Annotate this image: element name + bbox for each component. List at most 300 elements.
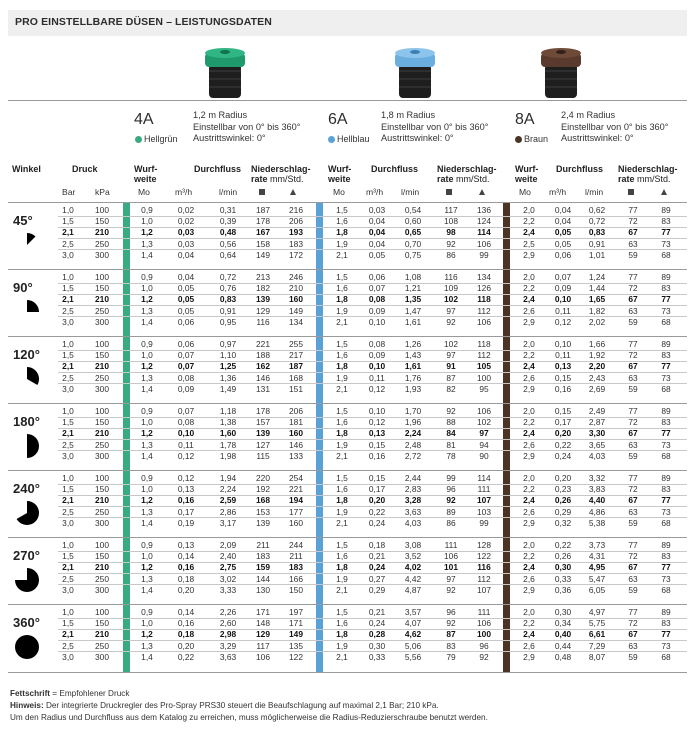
table-cell: 171: [256, 607, 270, 617]
table-cell: 0,12: [177, 450, 195, 461]
table-cell: 100: [477, 372, 491, 383]
table-cell: 1,2: [141, 361, 153, 372]
table-cell: 1,0: [62, 540, 74, 550]
table-cell: 1,5: [62, 216, 74, 227]
table-cell: 1,0: [62, 205, 74, 215]
table-cell: 106: [477, 238, 491, 249]
table-cell: 0,08: [177, 372, 195, 383]
table-cell: 217: [289, 350, 303, 361]
table-cell: 2,6: [523, 305, 535, 316]
header-mo: Mo: [333, 187, 345, 197]
nozzle-color: Braun: [515, 134, 548, 144]
table-cell: 73: [661, 573, 671, 584]
table-cell: 0,06: [554, 249, 572, 260]
nozzle-code: 4A: [134, 111, 154, 128]
table-cell: 1,5: [336, 205, 348, 215]
table-cell: 2,1: [336, 517, 348, 528]
table-cell: 1,5: [62, 484, 74, 495]
header-m3h: m³/h: [175, 187, 193, 197]
table-cell: 1,9: [336, 439, 348, 450]
table-cell: 1,4: [141, 450, 153, 461]
table-cell: 1,3: [141, 573, 153, 584]
nozzle-color: Hellgrün: [135, 134, 178, 144]
table-cell: 0,9: [141, 473, 153, 483]
square-spacing-icon: [259, 189, 265, 195]
table-cell: 4,62: [404, 629, 422, 640]
table-cell: 92: [446, 238, 456, 249]
table-cell: 1,6: [336, 551, 348, 562]
table-cell: 97: [479, 428, 489, 439]
table-cell: 0,83: [219, 294, 237, 305]
table-cell: 2,1: [62, 428, 74, 439]
table-cell: 150: [95, 283, 109, 294]
table-cell: 300: [95, 316, 109, 327]
table-cell: 134: [289, 316, 303, 327]
table-cell: 0,9: [141, 272, 153, 282]
table-cell: 77: [628, 473, 638, 483]
table-cell: 91: [446, 361, 456, 372]
table-cell: 0,13: [554, 361, 572, 372]
table-cell: 2,2: [523, 417, 535, 428]
spray-pattern-icon: [14, 567, 40, 593]
table-cell: 0,04: [368, 238, 386, 249]
table-cell: 0,14: [177, 551, 195, 562]
table-cell: 3,0: [62, 383, 74, 394]
table-cell: 3,63: [219, 651, 237, 662]
table-cell: 72: [628, 484, 638, 495]
table-cell: 127: [256, 439, 270, 450]
table-cell: 2,1: [336, 249, 348, 260]
angle-label: 120°: [13, 347, 40, 362]
table-cell: 2,5: [62, 506, 74, 517]
table-cell: 0,04: [368, 227, 386, 238]
table-cell: 102: [444, 294, 458, 305]
table-cell: 124: [477, 216, 491, 227]
nozzle-4a-image: [198, 44, 252, 100]
table-cell: 68: [661, 584, 671, 595]
table-cell: 0,20: [177, 584, 195, 595]
table-cell: 1,66: [588, 339, 606, 349]
table-cell: 3,83: [588, 484, 606, 495]
table-cell: 106: [477, 618, 491, 629]
table-cell: 100: [477, 629, 491, 640]
spray-pattern-icon: [14, 500, 40, 526]
angle-label: 270°: [13, 548, 40, 563]
table-cell: 100: [95, 473, 109, 483]
table-cell: 2,44: [404, 473, 422, 483]
table-cell: 166: [289, 573, 303, 584]
table-cell: 0,17: [177, 506, 195, 517]
table-cell: 1,44: [588, 283, 606, 294]
footer-note: Um den Radius und Durchfluss aus dem Katalog zu erreichen, muss möglicherweise die Radius-Reduzierschraube benutzt werden.: [10, 713, 488, 722]
header-niederschlag: Niederschlag- rate mm/Std.: [251, 164, 311, 184]
table-cell: 129: [256, 305, 270, 316]
table-cell: 2,5: [62, 372, 74, 383]
table-cell: 2,9: [523, 383, 535, 394]
table-cell: 95: [479, 383, 489, 394]
table-cell: 114: [477, 473, 491, 483]
table-cell: 3,65: [588, 439, 606, 450]
table-cell: 162: [256, 361, 270, 372]
table-cell: 0,31: [219, 205, 237, 215]
header-durchfluss: Durchfluss: [556, 164, 604, 174]
table-cell: 59: [628, 450, 638, 461]
table-cell: 0,04: [177, 272, 195, 282]
table-cell: 0,13: [368, 428, 386, 439]
table-cell: 0,17: [368, 484, 386, 495]
table-cell: 0,24: [368, 517, 386, 528]
table-cell: 2,5: [62, 305, 74, 316]
table-cell: 0,12: [368, 417, 386, 428]
table-cell: 1,0: [62, 272, 74, 282]
header-wurfweite: Wurf- weite: [515, 164, 539, 184]
table-cell: 89: [661, 406, 671, 416]
table-cell: 2,5: [62, 439, 74, 450]
nozzle-8a-color-bar: [503, 203, 510, 673]
table-cell: 150: [95, 551, 109, 562]
header-durchfluss: Durchfluss: [371, 164, 419, 174]
table-cell: 1,76: [404, 372, 422, 383]
table-cell: 100: [95, 339, 109, 349]
table-cell: 118: [477, 294, 491, 305]
table-cell: 0,22: [177, 651, 195, 662]
table-bottom-border: [8, 672, 687, 673]
table-cell: 2,5: [523, 238, 535, 249]
group-divider: [8, 336, 687, 337]
table-cell: 5,56: [404, 651, 422, 662]
table-cell: 1,6: [336, 283, 348, 294]
table-cell: 300: [95, 249, 109, 260]
table-cell: 221: [256, 339, 270, 349]
table-cell: 68: [661, 316, 671, 327]
table-cell: 106: [477, 316, 491, 327]
table-cell: 246: [289, 272, 303, 282]
table-cell: 1,08: [404, 272, 422, 282]
table-cell: 131: [256, 383, 270, 394]
table-cell: 2,0: [523, 339, 535, 349]
table-cell: 83: [661, 484, 671, 495]
table-cell: 2,2: [523, 484, 535, 495]
table-cell: 183: [256, 551, 270, 562]
table-cell: 0,10: [368, 406, 386, 416]
table-cell: 96: [446, 607, 456, 617]
table-cell: 0,12: [368, 383, 386, 394]
table-cell: 3,33: [219, 584, 237, 595]
table-cell: 0,05: [177, 305, 195, 316]
table-cell: 77: [628, 540, 638, 550]
table-cell: 3,30: [588, 428, 606, 439]
table-cell: 2,24: [404, 428, 422, 439]
table-cell: 81: [446, 439, 456, 450]
table-cell: 122: [477, 551, 491, 562]
table-cell: 0,05: [554, 227, 572, 238]
table-cell: 0,02: [177, 205, 195, 215]
square-spacing-icon: [446, 189, 452, 195]
table-cell: 1,3: [141, 238, 153, 249]
table-cell: 108: [444, 216, 458, 227]
table-cell: 72: [628, 551, 638, 562]
table-cell: 59: [628, 651, 638, 662]
table-cell: 67: [628, 428, 638, 439]
table-cell: 99: [479, 517, 489, 528]
table-cell: 1,6: [336, 417, 348, 428]
table-cell: 0,07: [177, 350, 195, 361]
table-cell: 0,09: [554, 283, 572, 294]
table-cell: 1,3: [141, 372, 153, 383]
nozzle-6a-color-bar: [316, 203, 323, 673]
table-cell: 250: [95, 305, 109, 316]
table-cell: 160: [289, 428, 303, 439]
table-cell: 2,1: [336, 316, 348, 327]
table-cell: 2,40: [219, 551, 237, 562]
table-cell: 94: [479, 439, 489, 450]
table-cell: 100: [95, 272, 109, 282]
triangle-spacing-icon: [661, 189, 667, 195]
table-cell: 68: [661, 517, 671, 528]
table-cell: 67: [628, 227, 638, 238]
table-cell: 2,1: [62, 227, 74, 238]
table-cell: 192: [256, 484, 270, 495]
table-cell: 2,1: [62, 294, 74, 305]
table-cell: 168: [289, 372, 303, 383]
table-cell: 216: [289, 205, 303, 215]
header-lmin: l/min: [401, 187, 420, 197]
table-cell: 1,0: [141, 417, 153, 428]
table-cell: 1,5: [62, 618, 74, 629]
table-cell: 0,16: [177, 495, 195, 506]
table-cell: 100: [95, 607, 109, 617]
table-cell: 0,03: [368, 205, 386, 215]
table-cell: 92: [446, 316, 456, 327]
table-cell: 89: [446, 506, 456, 517]
table-cell: 0,04: [368, 216, 386, 227]
table-cell: 0,56: [219, 238, 237, 249]
table-cell: 2,87: [588, 417, 606, 428]
table-cell: 1,0: [62, 473, 74, 483]
table-cell: 2,9: [523, 249, 535, 260]
table-cell: 1,26: [404, 339, 422, 349]
table-cell: 117: [444, 205, 458, 215]
table-cell: 115: [256, 450, 270, 461]
table-cell: 0,11: [555, 305, 571, 316]
table-cell: 0,07: [177, 406, 195, 416]
table-cell: 92: [446, 495, 456, 506]
table-cell: 0,24: [368, 618, 386, 629]
table-cell: 0,20: [177, 640, 195, 651]
table-cell: 1,9: [336, 640, 348, 651]
table-cell: 0,22: [554, 540, 572, 550]
spray-pattern-shape: [15, 635, 39, 659]
table-cell: 0,22: [554, 439, 572, 450]
table-cell: 181: [289, 417, 303, 428]
table-cell: 73: [661, 372, 671, 383]
header-m3h: m³/h: [366, 187, 384, 197]
table-cell: 1,92: [588, 350, 606, 361]
table-cell: 118: [477, 339, 491, 349]
table-cell: 73: [661, 506, 671, 517]
table-cell: 83: [661, 216, 671, 227]
table-cell: 0,34: [554, 618, 572, 629]
table-cell: 0,24: [368, 562, 386, 573]
table-cell: 89: [661, 272, 671, 282]
table-cell: 0,48: [219, 227, 237, 238]
table-cell: 0,07: [177, 361, 195, 372]
table-cell: 105: [477, 361, 491, 372]
table-cell: 0,11: [369, 372, 385, 383]
table-cell: 6,61: [588, 629, 606, 640]
table-cell: 0,33: [368, 651, 386, 662]
table-cell: 0,65: [404, 227, 422, 238]
angle-label: 360°: [13, 615, 40, 630]
table-cell: 2,20: [588, 361, 606, 372]
header-winkel: Winkel: [12, 164, 41, 174]
spray-pattern-icon: [14, 366, 40, 392]
table-cell: 300: [95, 651, 109, 662]
table-cell: 2,2: [523, 350, 535, 361]
angle-label: 45°: [13, 213, 33, 228]
table-cell: 0,21: [368, 551, 386, 562]
table-cell: 82: [446, 383, 456, 394]
table-cell: 0,91: [219, 305, 237, 316]
table-cell: 67: [628, 562, 638, 573]
table-cell: 0,36: [554, 584, 572, 595]
table-cell: 106: [444, 551, 458, 562]
table-cell: 1,6: [336, 216, 348, 227]
table-cell: 1,8: [336, 361, 348, 372]
table-cell: 0,08: [368, 339, 386, 349]
table-cell: 1,5: [336, 607, 348, 617]
table-cell: 0,05: [554, 238, 572, 249]
table-cell: 1,93: [404, 383, 422, 394]
table-cell: 300: [95, 584, 109, 595]
table-cell: 99: [479, 249, 489, 260]
table-cell: 1,2: [141, 629, 153, 640]
table-cell: 197: [289, 607, 303, 617]
table-cell: 2,9: [523, 316, 535, 327]
table-cell: 300: [95, 383, 109, 394]
angle-label: 240°: [13, 481, 40, 496]
table-cell: 1,9: [336, 506, 348, 517]
table-cell: 0,15: [554, 372, 572, 383]
table-cell: 134: [477, 272, 491, 282]
table-cell: 0,08: [368, 294, 386, 305]
table-cell: 4,95: [588, 562, 606, 573]
table-cell: 1,0: [141, 350, 153, 361]
table-cell: 210: [95, 629, 109, 640]
table-cell: 92: [479, 651, 489, 662]
table-cell: 0,18: [177, 573, 195, 584]
table-cell: 177: [289, 506, 303, 517]
table-cell: 83: [661, 618, 671, 629]
table-cell: 3,52: [404, 551, 422, 562]
table-cell: 2,83: [404, 484, 422, 495]
table-cell: 72: [628, 216, 638, 227]
table-cell: 210: [95, 294, 109, 305]
header-bar: Bar: [62, 187, 76, 197]
table-cell: 221: [289, 484, 303, 495]
table-cell: 1,47: [404, 305, 422, 316]
table-cell: 1,5: [336, 406, 348, 416]
nozzle-6a-image: [388, 44, 442, 100]
table-cell: 1,61: [404, 361, 422, 372]
table-cell: 92: [446, 618, 456, 629]
table-cell: 2,72: [404, 450, 422, 461]
table-cell: 0,62: [588, 205, 606, 215]
table-cell: 98: [446, 227, 456, 238]
table-cell: 96: [446, 484, 456, 495]
table-cell: 0,32: [554, 517, 572, 528]
color-dot-icon: [135, 136, 142, 143]
spray-pattern-shape: [27, 367, 39, 385]
table-cell: 1,9: [336, 238, 348, 249]
table-cell: 250: [95, 439, 109, 450]
table-cell: 77: [661, 428, 671, 439]
spray-pattern-icon: [14, 299, 40, 325]
table-cell: 116: [477, 562, 491, 573]
table-cell: 67: [628, 361, 638, 372]
table-cell: 0,9: [141, 205, 153, 215]
table-cell: 0,91: [588, 238, 606, 249]
table-cell: 183: [289, 238, 303, 249]
table-cell: 79: [446, 651, 456, 662]
table-cell: 2,1: [336, 383, 348, 394]
table-cell: 2,4: [523, 361, 535, 372]
table-cell: 1,8: [336, 495, 348, 506]
table-cell: 2,0: [523, 205, 535, 215]
table-cell: 160: [289, 517, 303, 528]
triangle-spacing-icon: [290, 189, 296, 195]
table-cell: 116: [444, 272, 458, 282]
table-cell: 2,6: [523, 439, 535, 450]
table-cell: 250: [95, 573, 109, 584]
table-cell: 1,5: [336, 339, 348, 349]
table-cell: 3,0: [62, 517, 74, 528]
table-cell: 84: [446, 428, 456, 439]
table-cell: 0,18: [177, 629, 195, 640]
table-cell: 0,9: [141, 540, 153, 550]
color-dot-icon: [328, 136, 335, 143]
table-cell: 3,32: [588, 473, 606, 483]
table-cell: 86: [446, 249, 456, 260]
table-cell: 83: [661, 551, 671, 562]
table-cell: 3,02: [219, 573, 237, 584]
table-cell: 2,2: [523, 283, 535, 294]
table-cell: 122: [289, 651, 303, 662]
table-cell: 194: [289, 495, 303, 506]
table-cell: 83: [446, 640, 456, 651]
table-cell: 2,5: [62, 640, 74, 651]
table-cell: 83: [661, 283, 671, 294]
table-cell: 0,05: [177, 294, 195, 305]
table-cell: 3,17: [219, 517, 237, 528]
table-cell: 59: [628, 316, 638, 327]
table-cell: 0,17: [554, 417, 572, 428]
table-cell: 0,30: [554, 607, 572, 617]
table-cell: 210: [95, 361, 109, 372]
table-cell: 0,9: [141, 607, 153, 617]
table-cell: 1,2: [141, 495, 153, 506]
table-cell: 89: [661, 205, 671, 215]
table-cell: 0,24: [554, 450, 572, 461]
table-cell: 0,08: [177, 417, 195, 428]
table-cell: 2,5: [62, 573, 74, 584]
table-cell: 4,42: [404, 573, 422, 584]
table-cell: 250: [95, 506, 109, 517]
table-cell: 133: [289, 450, 303, 461]
table-cell: 2,98: [219, 629, 237, 640]
table-cell: 130: [256, 584, 270, 595]
table-cell: 59: [628, 584, 638, 595]
